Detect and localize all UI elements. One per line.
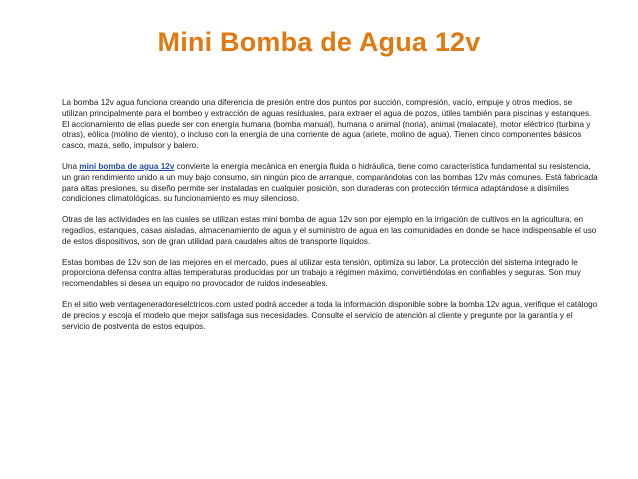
page-title: Mini Bomba de Agua 12v: [157, 27, 481, 57]
paragraph-3: Otras de las actividades en las cuales se utilizan estas mini bomba de agua 12v son por ejemplo en la irrigación de cultivos en la agricultura, en regadíos, estanques, casas aisladas, almacenamiento de agua y el suministro de agua en las comunidades en donde se hace indispensable el uso de estos dispositivos, son de gran utilidad para caudales altos de transporte líquidos.: [62, 215, 597, 246]
paragraph-2: [62, 162, 598, 205]
paragraph-2-rest: convierte la energía mecánica en energía fluida o hidráulica, tiene como característica fundamental su resistencia, un gran rendimiento unido a un muy bajo consumo, sin ningún pico de arranque, comparándolas con las bombas 12v más comunes. Está fabricada para altas presiones, su diseño permite ser instaladas en cualquier posición, son duraderas con protección térmica adaptándose a disímiles condiciones climatológicas, su funcionamiento es muy silencioso.: [62, 161, 598, 204]
content-body: [62, 98, 598, 332]
paragraph-1: La bomba 12v agua funciona creando una diferencia de presión entre dos puntos por succión, compresión, vacío, empuje y otros medios, se utilizan principalmente para el bombeo y extracción de aguas residuales, para extraer el agua de pozos, útiles también para piscinas y estanques. El accionamiento de ellas puede ser con energía humana (bomba manual), humana o animal (noria), animal (malacate), motor eléctrico (turbina y otras), eólica (molino de viento), o incluso con la energía de una corriente de agua (ariete, molino de agua). Tienen cinco componentes básicos casco, maza, sello, impulsor y balero.: [62, 98, 592, 151]
mini-bomba-link[interactable]: mini bomba de agua 12v: [79, 161, 175, 171]
paragraph-2-lead: Una: [62, 161, 80, 171]
paragraph-4: Estas bombas de 12v son de las mejores en el mercado, pues al utilizar esta tensión, optimiza su labor. La protección del sistema integrado le proporciona defensa contra altas temperaturas producidas por un trabajo a régimen máximo, convirtiéndolas en confiables y seguras. Son muy recomendables si desea un equipo no provocador de ruidos indeseables.: [62, 257, 581, 289]
paragraph-5: En el sitio web ventageneradoreselctricos.com usted podrá acceder a toda la información disponible sobre la bomba 12v agua, verifique el catálogo de precios y escoja el modelo que mejor satisfaga sus necesidades. Consulte el servicio de atención al cliente y pregunte por la garantía y el servicio de postventa de estos equipos.: [62, 299, 598, 331]
